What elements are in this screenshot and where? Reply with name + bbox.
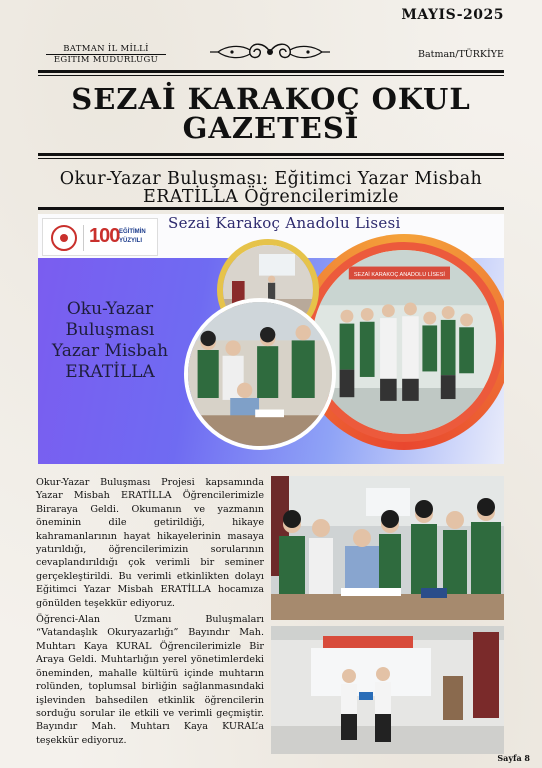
logo-separator xyxy=(83,225,84,251)
seminar-scene xyxy=(188,302,332,446)
meb-logo xyxy=(42,218,158,256)
headline-line-2: ERATİLLA Öğrencilerimizle xyxy=(143,187,399,207)
banner-label: SEZAİ KARAKOÇ ANADOLU LİSESİ xyxy=(353,271,445,278)
hero-tagline: Oku-Yazar Buluşması Yazar Misbah ERATİLLA xyxy=(51,299,169,382)
headline-rule xyxy=(38,207,504,210)
logo-number: 100 xyxy=(89,225,120,247)
article-headline xyxy=(38,170,504,206)
flourish-ornament-icon xyxy=(206,38,334,66)
organization-name xyxy=(40,44,172,65)
seminar-photo-scene xyxy=(271,476,504,620)
masthead-rule-bottom-thin xyxy=(38,158,504,159)
organization-line-1: BATMAN İL MİLLİ xyxy=(63,44,149,54)
group-photo-circle xyxy=(304,242,504,442)
hero-school-name: Sezai Karakoç Anadolu Lisesi xyxy=(168,214,401,232)
organization-line-2: EĞİTİM MÜDÜRLÜĞÜ xyxy=(53,55,159,65)
masthead-rule-bottom xyxy=(38,153,504,156)
group-photo-scene xyxy=(312,250,496,434)
masthead-rule-top-thin xyxy=(38,75,504,76)
page-number: Sayfa 8 xyxy=(497,753,530,763)
logo-text-line-1: EĞİTİMİN xyxy=(119,229,146,235)
issue-date: MAYIS-2025 xyxy=(401,7,504,23)
article-paragraph-2: Öğrenci-Alan Uzmanı Buluşmaları “Vatandaşlık Okuryazarlığı” Bayındır Mah. Muhtarı Kaya KURAL Öğrencilerimizle Bir Araya Geldi. Muhtarlığın yerel yönetimlerdeki öneminden, mahalle kültürü içinde muhtarın rolünden, toplumsal birliğin sağlanmasındaki işlevinden bahsedilen etkinlik öğrencilerin sorduğu sorular ile etkili ve verimli geçmiştir. Bayındır Mah. Muhtarı Kaya KURAL’a teşekkür ediyoruz. xyxy=(36,614,264,746)
hero-banner-image xyxy=(38,214,504,464)
ministry-seal-icon xyxy=(51,225,77,251)
location-label: Batman/TÜRKİYE xyxy=(417,49,504,60)
title-line-1: SEZAİ KARAKOÇ OKUL xyxy=(71,82,471,116)
masthead-rule-top xyxy=(38,70,504,73)
seminar-photo-circle xyxy=(184,298,336,450)
seminar-photo xyxy=(271,476,504,620)
article-body xyxy=(36,476,264,750)
title-line-2: GAZETESİ xyxy=(182,111,360,145)
article-paragraph-1: Okur-Yazar Buluşması Projesi kapsamında Yazar Misbah ERATİLLA Öğrencilerimizle Biraraya Geldi. Okumanın ve yazmanın öneminin dile getirildiği, hikaye kahramanlarının hayat hikayelerinin masaya yatırıldığı, öğrencilerimizin sorularının cevaplandırıldığı çok verimli bir seminer gerçekleştirildi. Bu verimli etkinlikten dolayı Eğitimci Yazar Misbah ERATİLLA hocamıza gönülden teşekkür ediyoruz. xyxy=(36,477,264,609)
headman-visit-scene xyxy=(271,626,504,754)
logo-text-line-2: YÜZYILI xyxy=(119,238,143,244)
headline-line-1: Okur-Yazar Buluşması: Eğitimci Yazar Misbah xyxy=(59,169,483,189)
headman-visit-photo xyxy=(271,626,504,754)
newspaper-title xyxy=(38,82,504,145)
